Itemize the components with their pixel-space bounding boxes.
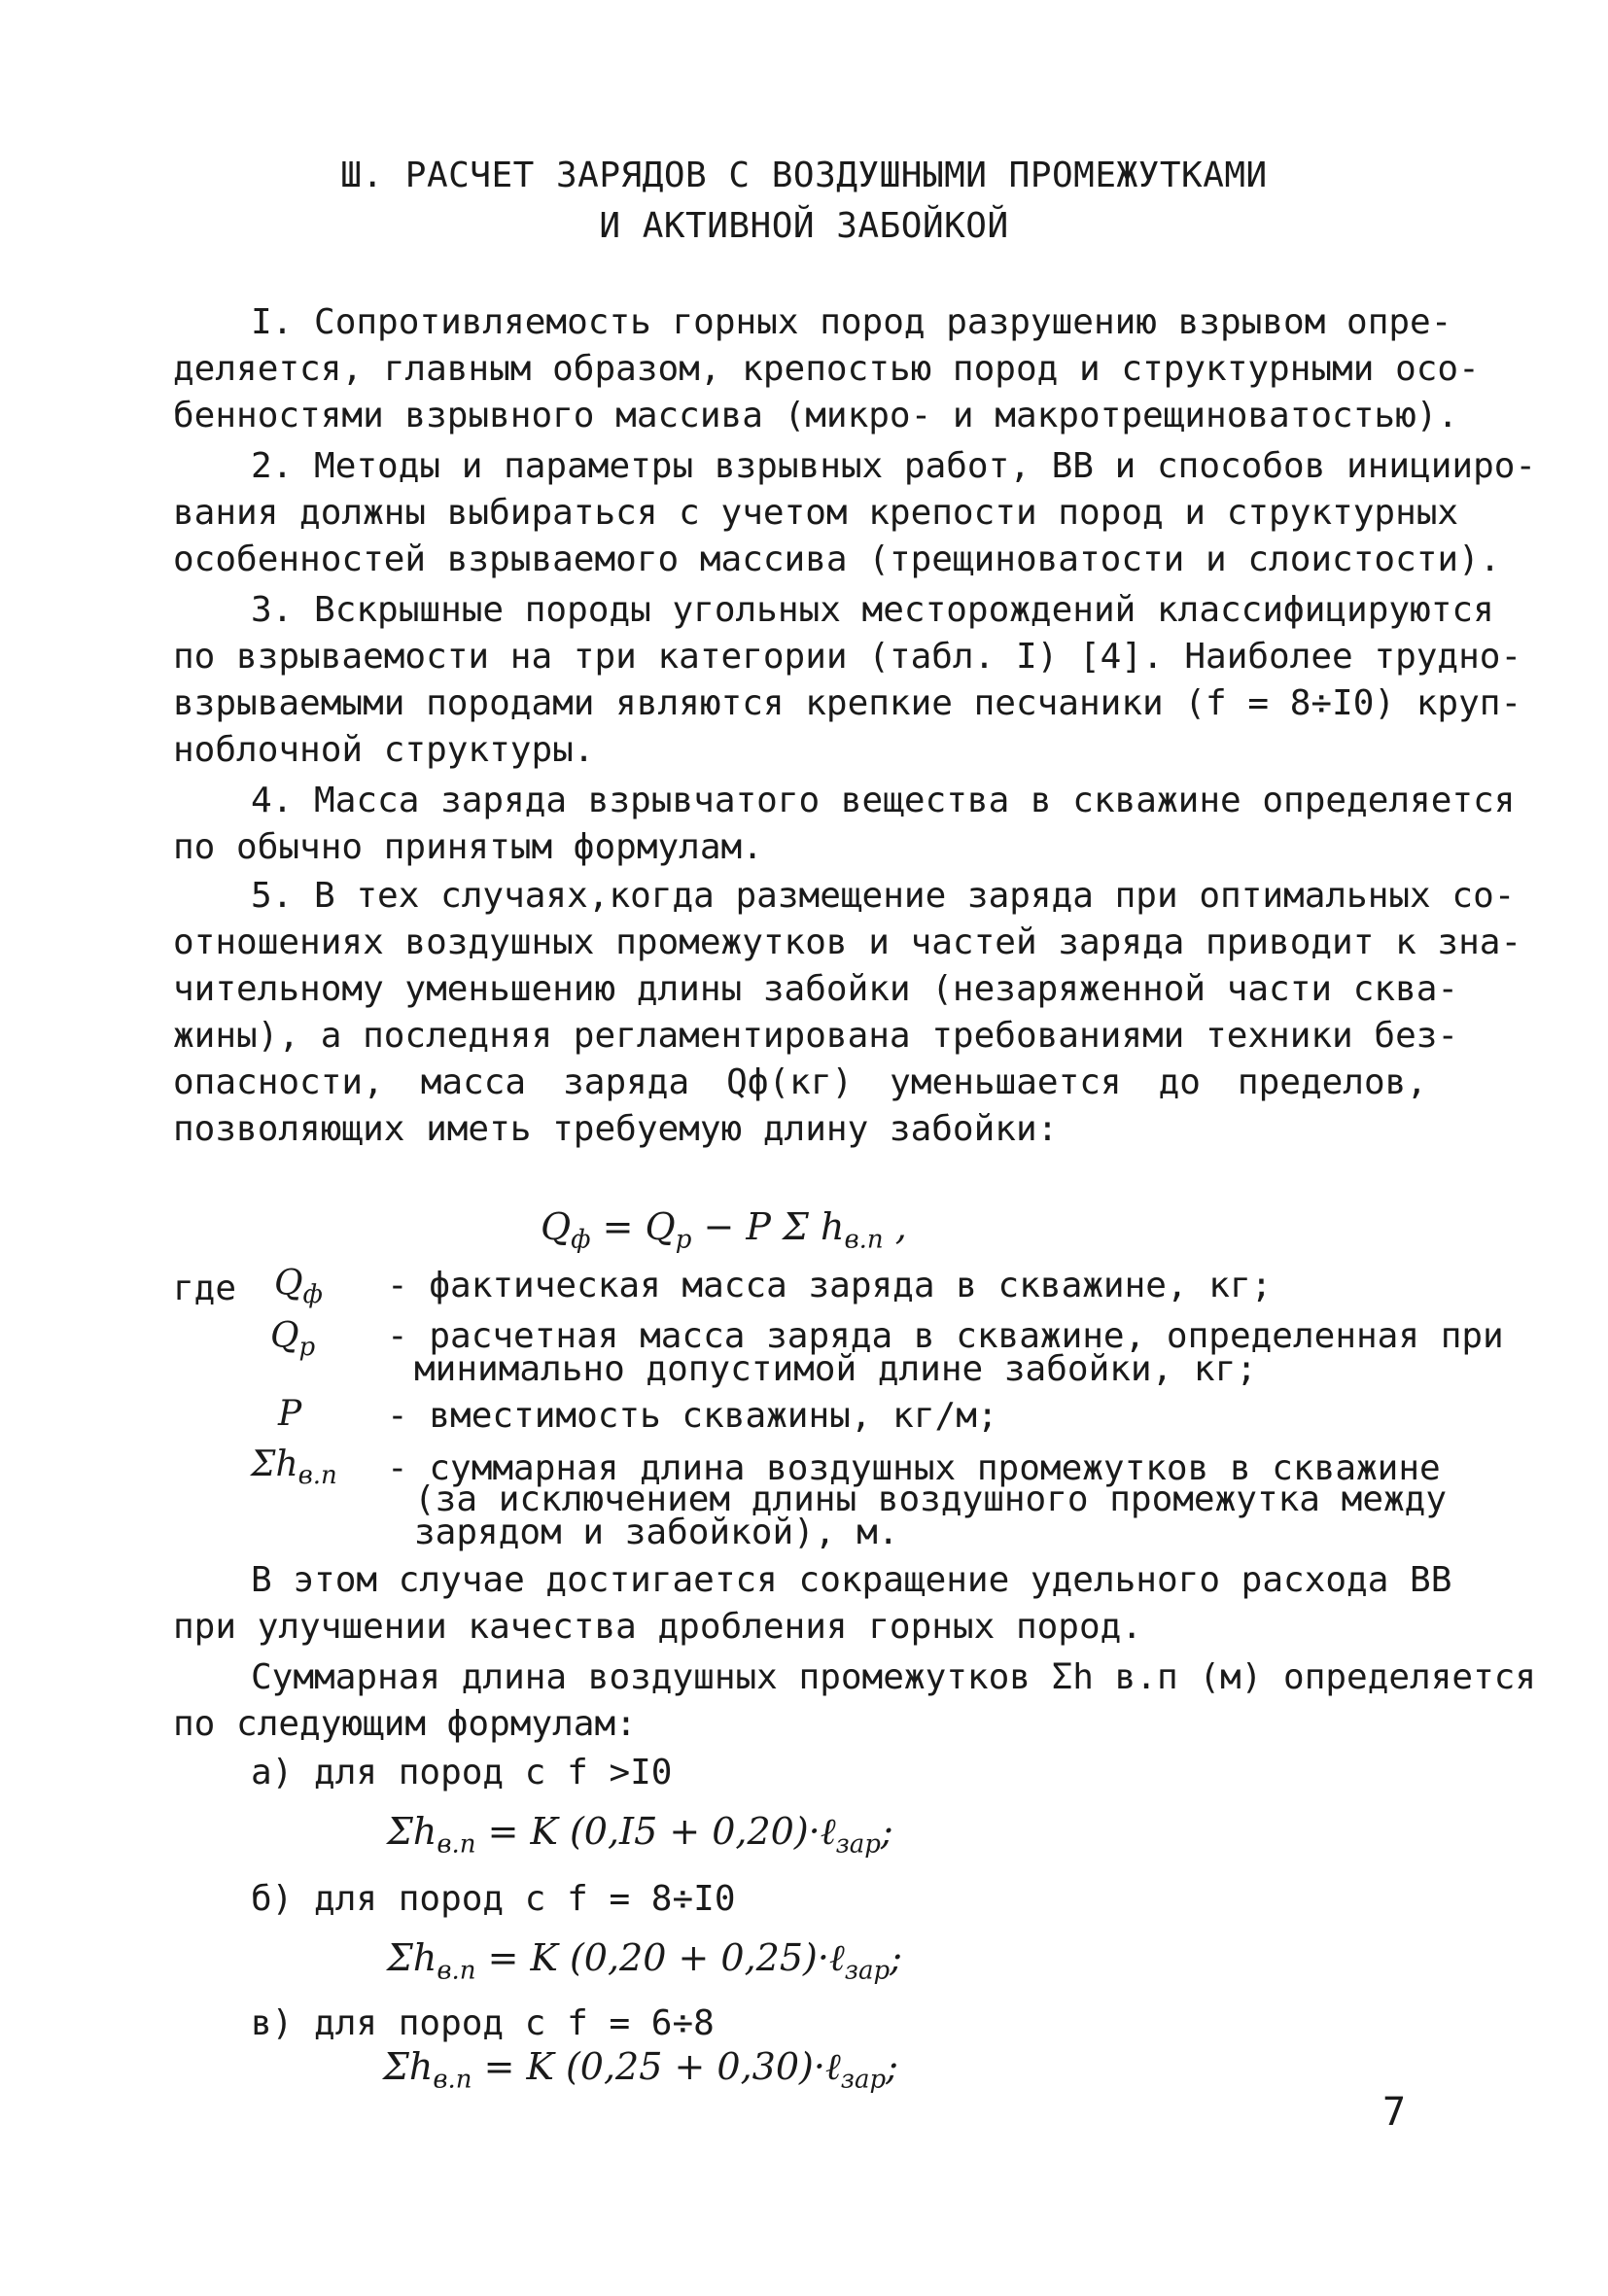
body-line: вания должны выбираться с учетом крепости пород и структурных — [173, 493, 1459, 533]
definition-symbol: $\Sigma h_{в.п}$ — [251, 1444, 337, 1491]
body-line: Суммарная длина воздушных промежутков Σh в.п (м) определяется — [251, 1657, 1537, 1697]
body-line: 5. В тех случаях,когда размещение заряда при оптимальных со- — [251, 876, 1516, 916]
body-line: В этом случае достигается сокращение удельного расхода ВВ — [251, 1560, 1452, 1600]
body-line: по взрываемости на три категории (табл. I) [4]. Наиболее трудно- — [173, 637, 1522, 677]
where-label: где — [173, 1269, 237, 1308]
definition-text-continued: минимально допустимой длине забойки, кг; — [414, 1349, 1257, 1389]
case-label-b: б) для пород с f = 8÷I0 — [251, 1879, 736, 1919]
definition-symbol: $Q_р$ — [270, 1316, 316, 1363]
body-line: деляется, главным образом, крепостью пород и структурными осо- — [173, 349, 1480, 389]
body-line: по обычно принятым формулам. — [173, 827, 763, 867]
definition-text: - вместимость скважины, кг/м; — [387, 1396, 998, 1436]
case-formula-a: $\Sigma h_{в.п} = K$ (0,I5 + 0,20)·ℓ$_{зар}$; — [387, 1810, 893, 1860]
body-line: 2. Методы и параметры взрывных работ, ВВ и способов иницииро- — [251, 446, 1537, 486]
body-line: опасности, масса заряда Qф(кг) уменьшается до пределов, — [173, 1062, 1427, 1102]
definition-text: - суммарная длина воздушных промежутков в скважине — [387, 1448, 1441, 1488]
definition-symbol: P — [278, 1394, 302, 1434]
case-label-c: в) для пород с f = 6÷8 — [251, 2003, 715, 2043]
body-line: бенностями взрывного массива (микро- и макротрещиноватостью). — [173, 396, 1459, 435]
body-line: 3. Вскрышные породы угольных месторождений классифицируются — [251, 590, 1494, 630]
body-line: отношениях воздушных промежутков и частей заряда приводит к зна- — [173, 922, 1522, 962]
case-formula-b: $\Sigma h_{в.п} = K$ (0,20 + 0,25)·ℓ$_{зар}$; — [387, 1936, 902, 1986]
body-line: жины), а последняя регламентирована требованиями техники без- — [173, 1016, 1459, 1056]
body-line: чительному уменьшению длины забойки (незаряженной части сква- — [173, 969, 1459, 1009]
definition-text: - расчетная масса заряда в скважине, определенная при — [387, 1316, 1504, 1356]
body-line: I. Сопротивляемость горных пород разрушению взрывом опре- — [251, 302, 1452, 342]
definition-text-continued: (за исключением длины воздушного промежутка между — [414, 1479, 1448, 1519]
section-title-line-2: И АКТИВНОЙ ЗАБОЙКОЙ — [599, 206, 1009, 246]
body-line: особенностей взрываемого массива (трещиноватости и слоистости). — [173, 539, 1501, 579]
definition-symbol: $Q_ф$ — [274, 1264, 323, 1310]
body-line: при улучшении качества дробления горных пород. — [173, 1607, 1142, 1647]
case-label-a: а) для пород с f >I0 — [251, 1753, 673, 1792]
definition-text: - фактическая масса заряда в скважине, кг; — [387, 1266, 1273, 1305]
main-formula: $Q_ф = Q_р - P$ Σ $h_{в.п}$ , — [541, 1205, 907, 1255]
definition-text-continued: зарядом и забойкой), м. — [414, 1513, 899, 1552]
body-line: по следующим формулам: — [173, 1704, 637, 1744]
body-line: взрываемыми породами являются крепкие песчаники (f = 8÷I0) круп- — [173, 683, 1522, 723]
case-formula-c: $\Sigma h_{в.п} = K$ (0,25 + 0,30)·ℓ$_{зар}$; — [383, 2045, 898, 2095]
body-line: позволяющих иметь требуемую длину забойки: — [173, 1109, 1059, 1149]
section-title-line-1: Ш. РАСЧЕТ ЗАРЯДОВ С ВОЗДУШНЫМИ ПРОМЕЖУТКАМИ — [340, 156, 1268, 195]
body-line: ноблочной структуры. — [173, 730, 595, 770]
body-line: 4. Масса заряда взрывчатого вещества в скважине определяется — [251, 781, 1516, 820]
page-number: 7 — [1382, 2090, 1407, 2135]
